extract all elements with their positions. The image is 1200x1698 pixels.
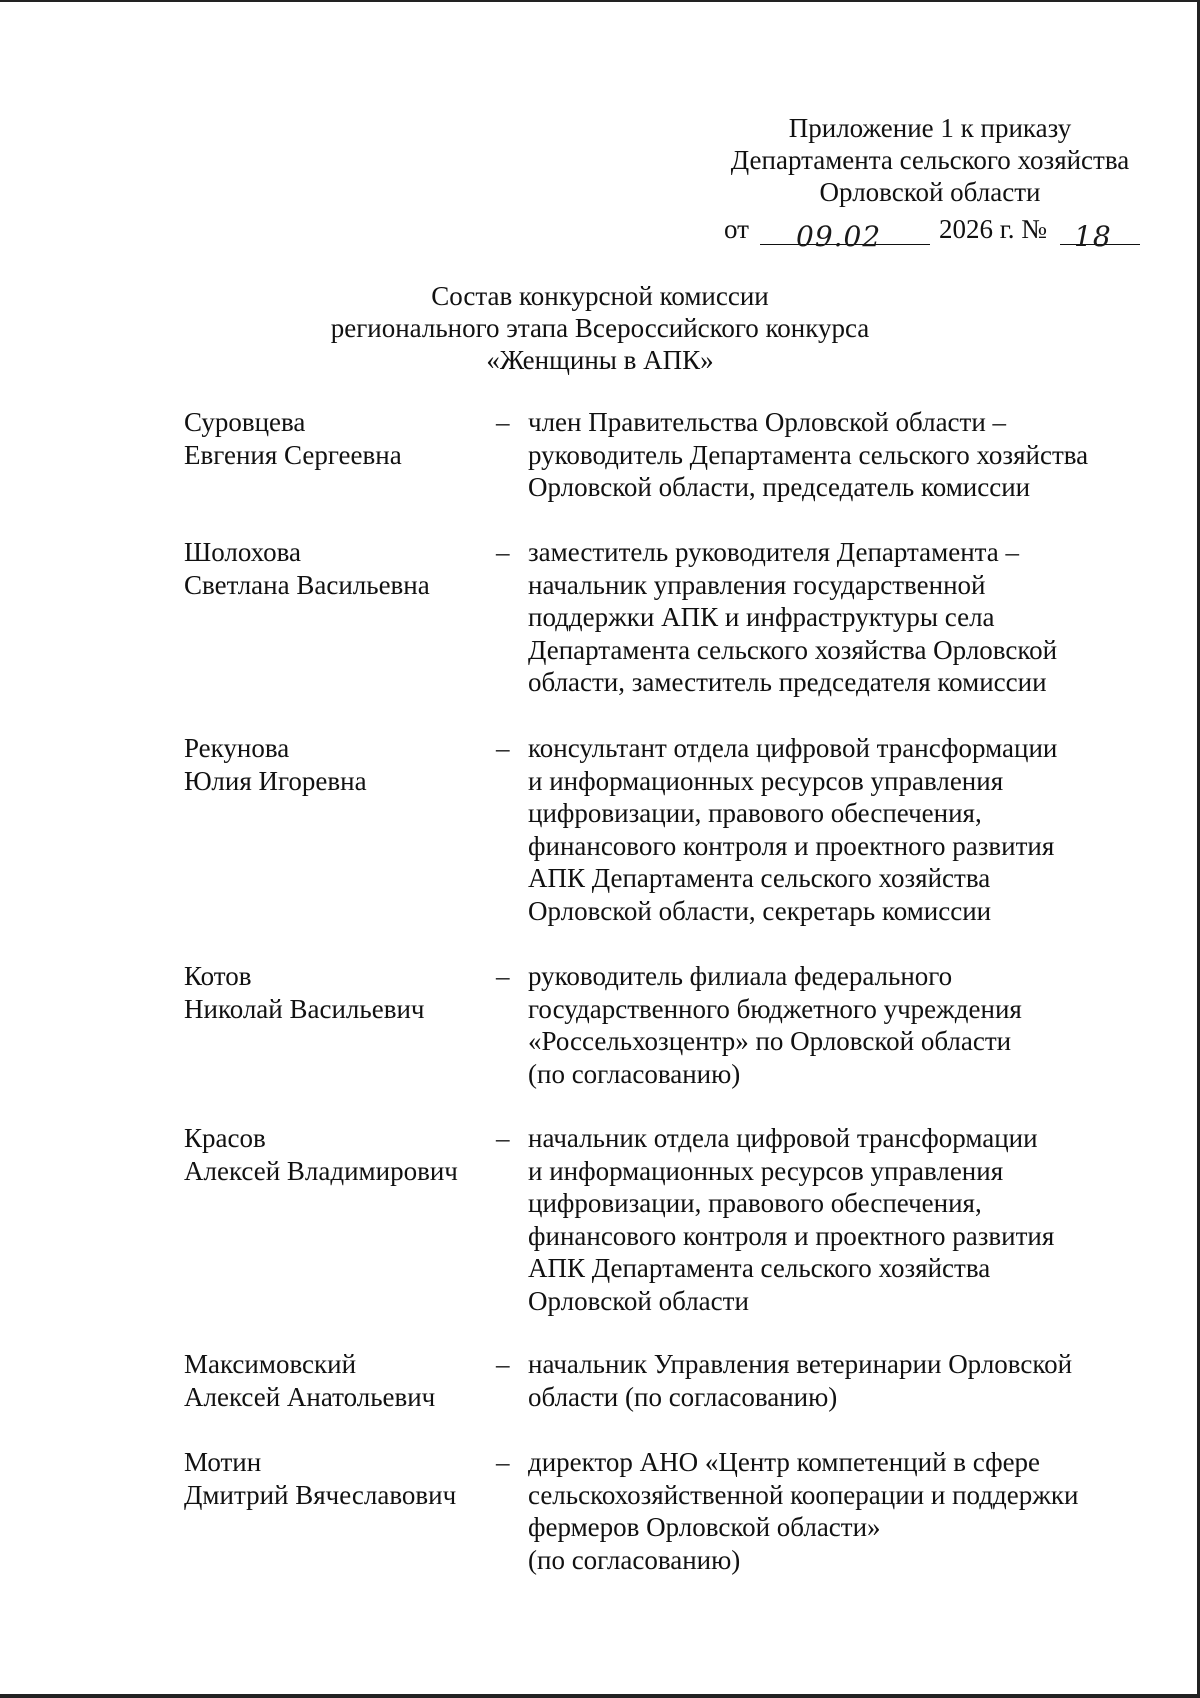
role-line: руководитель филиала федерального bbox=[528, 961, 953, 991]
member-role bbox=[528, 1348, 1128, 1413]
role-line: цифровизации, правового обеспечения, bbox=[528, 798, 982, 828]
title-line: Состав конкурсной комиссии bbox=[431, 281, 769, 311]
member-surname: Рекунова bbox=[184, 733, 290, 763]
role-line: начальник управления государственной bbox=[528, 569, 986, 600]
member-given-name: Алексей Анатольевич bbox=[184, 1381, 436, 1412]
member-given-name: Дмитрий Вячеславович bbox=[184, 1479, 457, 1510]
member-role bbox=[528, 732, 1128, 927]
member-name bbox=[184, 1446, 484, 1511]
member-given-name: Светлана Васильевна bbox=[184, 569, 430, 600]
role-line: фермеров Орловской области» bbox=[528, 1512, 881, 1542]
member-name bbox=[184, 732, 484, 797]
role-line: финансового контроля и проектного развития bbox=[528, 830, 1055, 861]
role-line: Орловской области bbox=[528, 1285, 749, 1316]
member-dash: – bbox=[496, 733, 510, 763]
role-line: заместитель руководителя Департамента – bbox=[528, 537, 1020, 567]
role-line: (по согласованию) bbox=[528, 1544, 741, 1575]
role-line: финансового контроля и проектного развития bbox=[528, 1220, 1055, 1251]
member-given-name: Юлия Игоревна bbox=[184, 765, 367, 796]
appendix-line: Департамента сельского хозяйства bbox=[730, 145, 1130, 175]
role-line: руководитель Департамента сельского хозяйства bbox=[528, 439, 1089, 470]
member-surname: Мотин bbox=[184, 1447, 262, 1477]
member-surname: Максимовский bbox=[184, 1349, 357, 1379]
handwritten-date: 09.02 bbox=[796, 220, 882, 253]
member-role bbox=[528, 1122, 1128, 1317]
scan-border-top bbox=[0, 0, 1200, 2]
member-name bbox=[184, 1122, 484, 1187]
scan-border-bottom bbox=[0, 1694, 1200, 1698]
member-name bbox=[184, 960, 484, 1025]
role-line: цифровизации, правового обеспечения, bbox=[528, 1188, 982, 1218]
member-role bbox=[528, 406, 1128, 504]
member-surname: Суровцева bbox=[184, 407, 306, 437]
member-given-name: Николай Васильевич bbox=[184, 993, 425, 1024]
role-line: АПК Департамента сельского хозяйства bbox=[528, 863, 991, 893]
date-year-label: 2026 г. № bbox=[939, 214, 1048, 244]
member-dash: – bbox=[496, 961, 510, 991]
order-number-field bbox=[1060, 214, 1140, 253]
member-surname: Шолохова bbox=[184, 537, 302, 567]
appendix-line: Орловской области bbox=[819, 177, 1041, 207]
appendix-line: Приложение 1 к приказу bbox=[788, 113, 1072, 143]
role-line: начальник Управления ветеринарии Орловской bbox=[528, 1349, 1073, 1379]
date-field bbox=[760, 214, 930, 253]
member-dash: – bbox=[496, 1123, 510, 1153]
role-line: консультант отдела цифровой трансформации bbox=[528, 733, 1058, 763]
member-role bbox=[528, 960, 1128, 1090]
role-line: начальник отдела цифровой трансформации bbox=[528, 1123, 1038, 1153]
member-dash: – bbox=[496, 1447, 510, 1477]
role-line: «Россельхозцентр» по Орловской области bbox=[528, 1026, 1012, 1056]
role-line: Орловской области, секретарь комиссии bbox=[528, 895, 992, 926]
member-surname: Красов bbox=[184, 1123, 266, 1153]
role-line: и информационных ресурсов управления bbox=[528, 765, 1004, 796]
member-dash: – bbox=[496, 1349, 510, 1379]
role-line: области (по согласованию) bbox=[528, 1381, 838, 1412]
member-given-name: Алексей Владимирович bbox=[184, 1155, 458, 1186]
member-dash: – bbox=[496, 407, 510, 437]
title-line: регионального этапа Всероссийского конкурса bbox=[330, 313, 870, 343]
role-line: государственного бюджетного учреждения bbox=[528, 993, 1022, 1024]
handwritten-order-number: 18 bbox=[1074, 220, 1112, 253]
role-line: поддержки АПК и инфраструктуры села bbox=[528, 602, 995, 632]
date-prefix: от bbox=[724, 214, 749, 244]
role-line: области, заместитель председателя комиссии bbox=[528, 667, 1047, 697]
role-line: Департамента сельского хозяйства Орловской bbox=[528, 634, 1058, 665]
member-name bbox=[184, 1348, 484, 1413]
role-line: сельскохозяйственной кооперации и поддержки bbox=[528, 1479, 1079, 1510]
member-name bbox=[184, 536, 484, 601]
role-line: (по согласованию) bbox=[528, 1058, 741, 1089]
order-date-row bbox=[724, 208, 1144, 253]
member-role bbox=[528, 1446, 1128, 1576]
member-surname: Котов bbox=[184, 961, 252, 991]
member-dash: – bbox=[496, 537, 510, 567]
role-line: Орловской области, председатель комиссии bbox=[528, 472, 1031, 502]
appendix-header bbox=[700, 112, 1160, 208]
role-line: директор АНО «Центр компетенций в сфере bbox=[528, 1447, 1041, 1477]
role-line: член Правительства Орловской области – bbox=[528, 407, 1007, 437]
role-line: АПК Департамента сельского хозяйства bbox=[528, 1253, 991, 1283]
role-line: и информационных ресурсов управления bbox=[528, 1155, 1004, 1186]
member-role bbox=[528, 536, 1128, 699]
member-given-name: Евгения Сергеевна bbox=[184, 439, 402, 470]
member-name bbox=[184, 406, 484, 471]
title-line: «Женщины в АПК» bbox=[486, 345, 714, 375]
document-title bbox=[300, 280, 900, 376]
